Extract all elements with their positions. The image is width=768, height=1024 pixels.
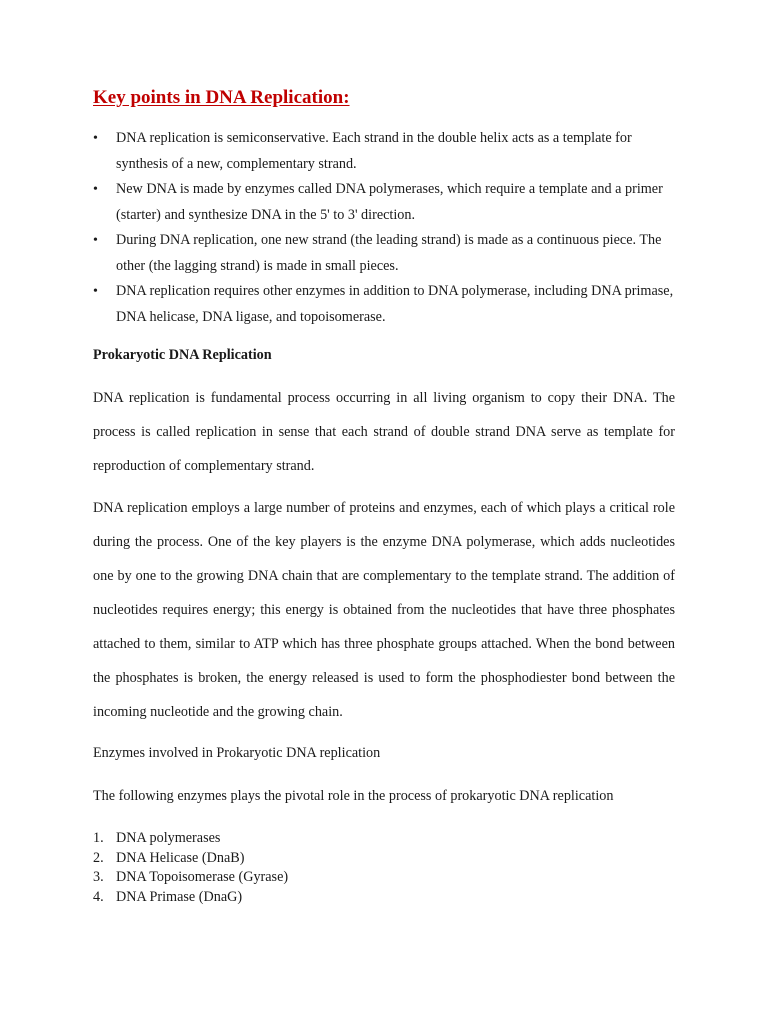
list-item-text: DNA replication requires other enzymes in addition to DNA polymerase, including DNA primase, DNA helicase, DNA ligase, and topoisomerase. bbox=[116, 283, 674, 325]
list-item bbox=[93, 228, 683, 279]
enzymes-title: Enzymes involved in Prokaryotic DNA replication bbox=[93, 745, 381, 761]
list-item-text: DNA replication is semiconservative. Each strand in the double helix acts as a template for synthesis of a new, complementary strand. bbox=[116, 130, 632, 172]
list-number: 1. bbox=[93, 830, 104, 846]
list-item bbox=[93, 126, 683, 177]
list-item-text: DNA Helicase (DnaB) bbox=[116, 849, 245, 866]
list-item-text: New DNA is made by enzymes called DNA polymerases, which require a template and a primer (starter) and synthesize DNA in the 5' to 3' direction. bbox=[116, 181, 663, 223]
enzymes-intro: The following enzymes plays the pivotal role in the process of prokaryotic DNA replication bbox=[93, 788, 614, 804]
page-title: Key points in DNA Replication: bbox=[93, 87, 350, 108]
section-heading: Prokaryotic DNA Replication bbox=[93, 347, 272, 363]
bullet-icon: • bbox=[93, 131, 98, 146]
list-number: 2. bbox=[93, 849, 104, 866]
list-item bbox=[93, 849, 288, 869]
list-number: 4. bbox=[93, 888, 104, 905]
list-item bbox=[93, 829, 288, 849]
list-item-text: DNA polymerases bbox=[116, 830, 221, 846]
bullet-icon: • bbox=[93, 284, 98, 299]
paragraph-enzymes-role: DNA replication employs a large number of proteins and enzymes, each of which plays a critical role during the process. One of the key players is the enzyme DNA polymerase, which adds nucleotides one by one to the growing DNA chain that are complementary to the template strand. The addition of nucleotides requires energy; this energy is obtained from the nucleotides that have three phosphates attached to them, similar to ATP which has three phosphate groups attached. When the bond between the phosphates is broken, the energy released is used to form the phosphodiester bond between the incoming nucleotide and the growing chain. bbox=[93, 500, 675, 720]
list-number: 3. bbox=[93, 869, 104, 885]
bullet-icon: • bbox=[93, 182, 98, 197]
list-item bbox=[93, 868, 288, 888]
list-item bbox=[93, 888, 288, 908]
list-item-text: During DNA replication, one new strand (the leading strand) is made as a continuous piece. The other (the lagging strand) is made in small pieces. bbox=[116, 232, 662, 274]
key-points-list bbox=[93, 126, 683, 330]
paragraph-intro: DNA replication is fundamental process occurring in all living organism to copy their DNA. The process is called replication in sense that each strand of double strand DNA serve as template for reproduction of complementary strand. bbox=[93, 390, 675, 474]
list-item-text: DNA Primase (DnaG) bbox=[116, 888, 243, 905]
list-item-text: DNA Topoisomerase (Gyrase) bbox=[116, 869, 289, 885]
list-item bbox=[93, 279, 683, 330]
bullet-icon: • bbox=[93, 233, 98, 248]
list-item bbox=[93, 177, 683, 228]
enzymes-list bbox=[93, 829, 288, 907]
